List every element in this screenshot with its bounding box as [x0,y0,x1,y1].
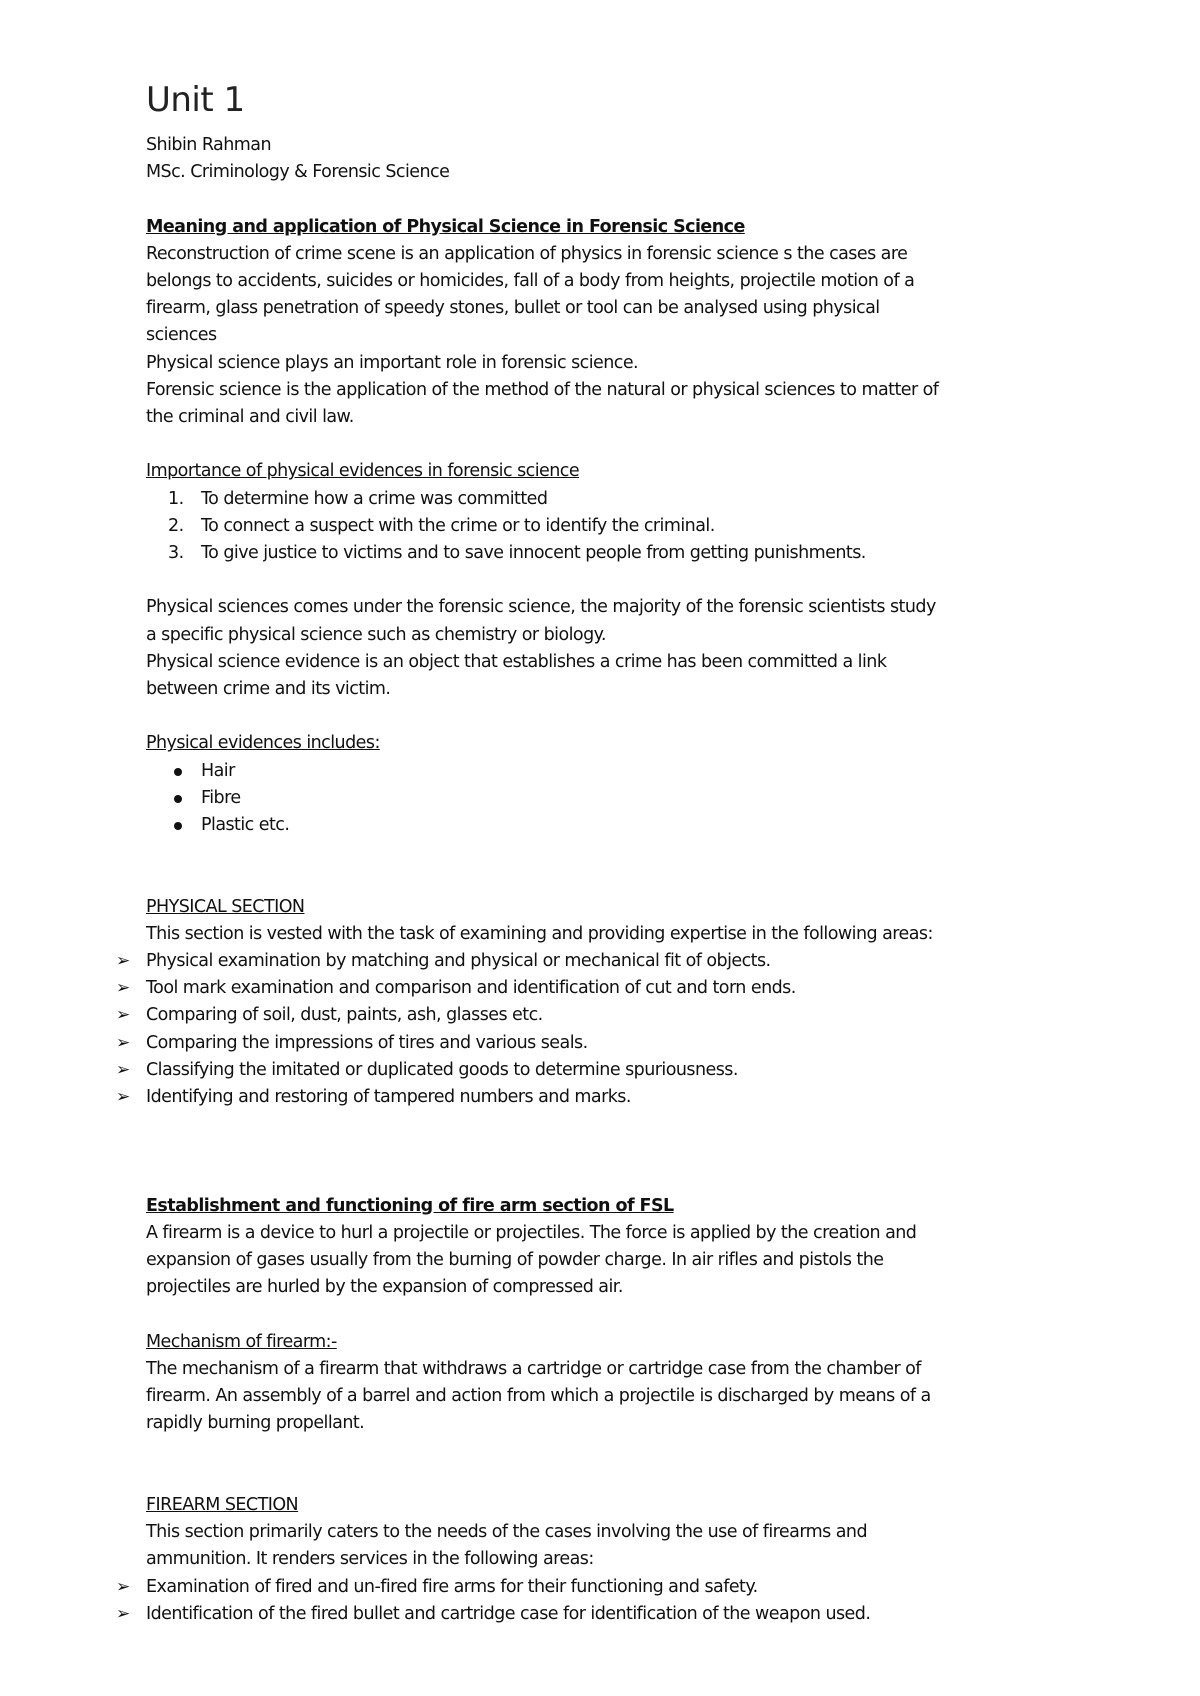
evidence-list [146,758,1046,840]
arrow-bullet-icon: ➢ [116,951,130,972]
list-item: ➢ Identification of the fired bullet and cartridge case for identification of the weapon used. [146,1601,1046,1628]
paragraph-line: expansion of gases usually from the burning of powder charge. In air rifles and pistols the [146,1250,884,1271]
paragraph-line: The mechanism of a firearm that withdraws a cartridge or cartridge case from the chamber of [146,1359,921,1380]
program-name: MSc. Criminology & Forensic Science [146,162,450,183]
list-item: ➢ Comparing the impressions of tires and various seals. [146,1030,1046,1057]
list-item: Hair [146,758,1046,785]
physical-section-list [116,948,1046,1111]
paragraph-line: a specific physical science such as chemistry or biology. [146,624,606,645]
page-title: Unit 1 [146,80,245,120]
author-name: Shibin Rahman [146,135,271,155]
list-item: 2. To connect a suspect with the crime or to identify the criminal. [168,515,715,536]
paragraph-line: the criminal and civil law. [146,407,354,428]
bullet-icon [174,768,182,776]
paragraph-line: between crime and its victim. [146,679,391,700]
section-heading-evidences: Physical evidences includes: [146,733,380,754]
section-heading-meaning: Meaning and application of Physical Science in Forensic Science [146,216,745,237]
paragraph-line: A firearm is a device to hurl a projectile or projectiles. The force is applied by the creation and [146,1223,917,1244]
list-item: 1. To determine how a crime was committed [168,488,548,509]
arrow-bullet-icon: ➢ [116,1059,130,1080]
arrow-bullet-icon: ➢ [116,1005,130,1026]
bullet-icon [174,822,182,830]
paragraph-line: firearm, glass penetration of speedy stones, bullet or tool can be analysed using physical [146,298,880,319]
list-item: Plastic etc. [146,812,1046,839]
paragraph-line: firearm. An assembly of a barrel and action from which a projectile is discharged by means of a [146,1386,931,1407]
list-item: ➢ Comparing of soil, dust, paints, ash, glasses etc. [146,1002,1046,1029]
paragraph-line: sciences [146,325,217,346]
section-heading-firearm-section: FIREARM SECTION [146,1495,299,1516]
list-item: ➢ Tool mark examination and comparison and identification of cut and torn ends. [146,975,1046,1002]
section-heading-firearm-establishment: Establishment and functioning of fire arm section of FSL [146,1195,674,1216]
paragraph-line: Physical science evidence is an object that establishes a crime has been committed a link [146,651,887,672]
paragraph-line: projectiles are hurled by the expansion of compressed air. [146,1277,623,1298]
section-heading-physical-section: PHYSICAL SECTION [146,896,305,917]
arrow-bullet-icon: ➢ [116,1087,130,1108]
paragraph-line: This section is vested with the task of examining and providing expertise in the following areas: [146,923,933,944]
arrow-bullet-icon: ➢ [116,1032,130,1053]
arrow-bullet-icon: ➢ [116,1603,130,1624]
importance-list [146,486,1046,568]
arrow-bullet-icon: ➢ [116,978,130,999]
paragraph-line: Forensic science is the application of the method of the natural or physical sciences to matter of [146,379,939,400]
section-heading-mechanism: Mechanism of firearm:- [146,1331,337,1352]
firearm-section-list [116,1574,1046,1628]
section-heading-importance: Importance of physical evidences in forensic science [146,461,580,482]
list-item: ➢ Classifying the imitated or duplicated goods to determine spuriousness. [146,1057,1046,1084]
arrow-bullet-icon: ➢ [116,1576,130,1597]
paragraph-line: Reconstruction of crime scene is an application of physics in forensic science s the cases are [146,243,908,264]
paragraph-line: rapidly burning propellant. [146,1413,365,1434]
paragraph-line: This section primarily caters to the needs of the cases involving the use of firearms and [146,1522,868,1543]
paragraph-line: ammunition. It renders services in the following areas: [146,1549,594,1570]
paragraph-line: Physical science plays an important role in forensic science. [146,352,639,373]
list-item: ➢ Examination of fired and un-fired fire arms for their functioning and safety. [146,1574,1046,1601]
document-page [116,74,1046,1628]
paragraph-line: belongs to accidents, suicides or homicides, fall of a body from heights, projectile motion of a [146,271,915,291]
list-item: ➢ Identifying and restoring of tampered numbers and marks. [146,1084,1046,1111]
bullet-icon [174,795,182,803]
list-item: Fibre [146,785,1046,812]
list-item: 3. To give justice to victims and to save innocent people from getting punishments. [168,543,866,564]
list-item: ➢ Physical examination by matching and physical or mechanical fit of objects. [146,948,1046,975]
paragraph-line: Physical sciences comes under the forensic science, the majority of the forensic scientists study [146,597,936,618]
